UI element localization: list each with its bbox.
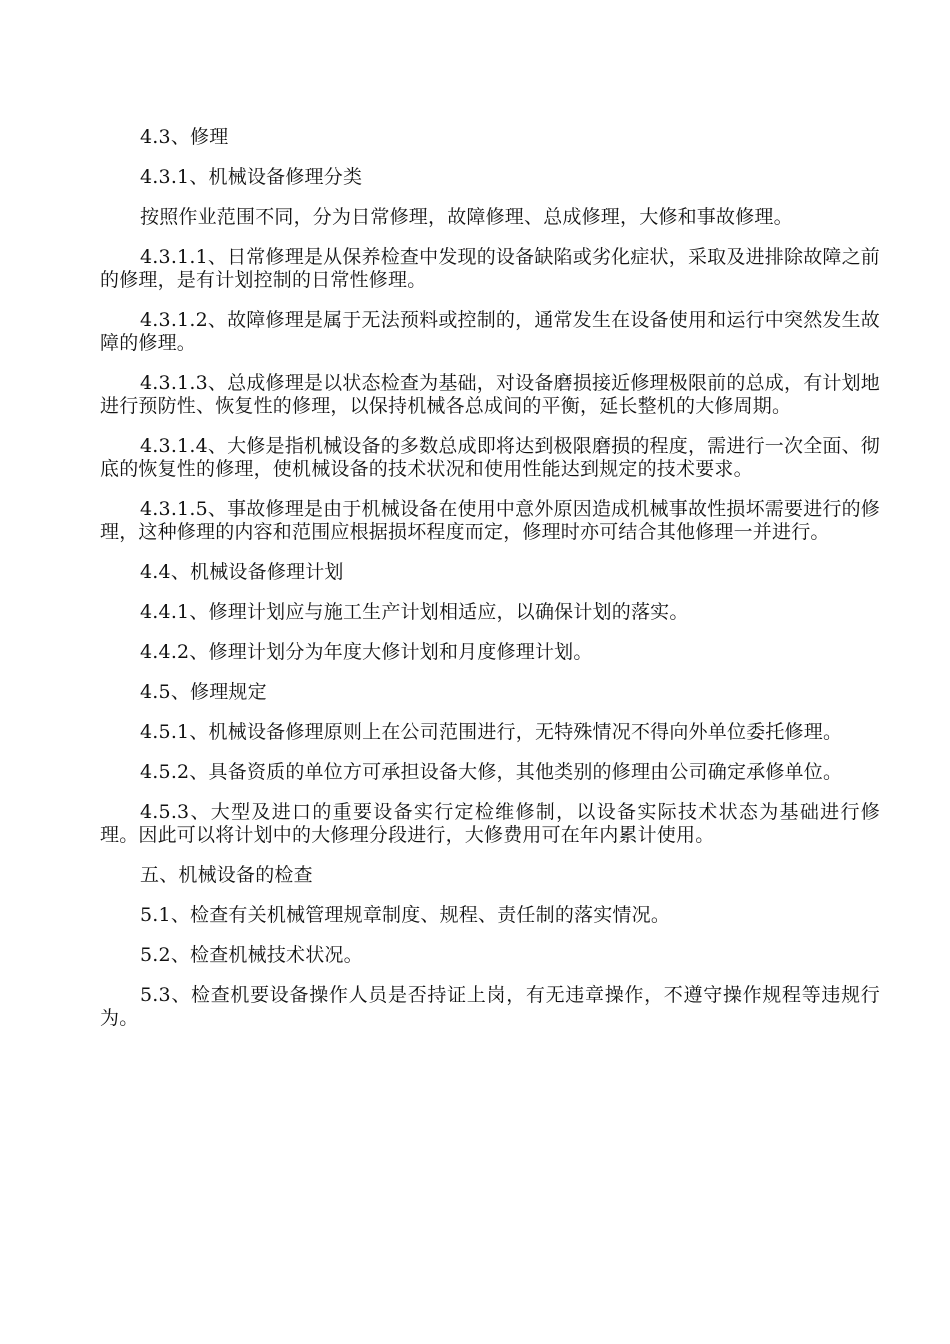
section-heading-4-4: 4.4、机械设备修理计划: [140, 561, 344, 583]
chapter-heading-5: 五、机械设备的检查: [140, 864, 313, 886]
paragraph-4-3-1-5: 4.3.1.5、事故修理是由于机械设备在使用中意外原因造成机械事故性损坏需要进行的修理，这种修理的内容和范围应根据损坏程度而定，修理时亦可结合其他修理一并进行。: [100, 498, 880, 543]
paragraph-4-3-1-1: 4.3.1.1、日常修理是从保养检查中发现的设备缺陷或劣化症状，采取及进排除故障之前的修理，是有计划控制的日常性修理。: [100, 246, 880, 291]
paragraph-4-4-2: 4.4.2、修理计划分为年度大修计划和月度修理计划。: [140, 641, 593, 663]
paragraph-4-3-1-4: 4.3.1.4、大修是指机械设备的多数总成即将达到极限磨损的程度，需进行一次全面、彻底的恢复性的修理，使机械设备的技术状况和使用性能达到规定的技术要求。: [100, 435, 880, 480]
paragraph-4-4-1: 4.4.1、修理计划应与施工生产计划相适应，以确保计划的落实。: [140, 601, 689, 623]
paragraph-4-5-2: 4.5.2、具备资质的单位方可承担设备大修，其他类别的修理由公司确定承修单位。: [140, 761, 843, 783]
paragraph-repair-types: 按照作业范围不同，分为日常修理，故障修理、总成修理，大修和事故修理。: [140, 206, 793, 228]
paragraph-5-2: 5.2、检查机械技术状况。: [140, 944, 363, 966]
subsection-heading-4-3-1: 4.3.1、机械设备修理分类: [140, 166, 363, 188]
document-body: [100, 126, 880, 1047]
paragraph-4-3-1-2: 4.3.1.2、故障修理是属于无法预料或控制的，通常发生在设备使用和运行中突然发生故障的修理。: [100, 309, 880, 354]
section-heading-4-3: 4.3、修理: [140, 126, 229, 148]
paragraph-5-3: 5.3、检查机要设备操作人员是否持证上岗，有无违章操作，不遵守操作规程等违规行为。: [100, 984, 880, 1029]
paragraph-4-5-3: 4.5.3、大型及进口的重要设备实行定检维修制，以设备实际技术状态为基础进行修理。因此可以将计划中的大修理分段进行，大修费用可在年内累计使用。: [100, 801, 880, 846]
paragraph-5-1: 5.1、检查有关机械管理规章制度、规程、责任制的落实情况。: [140, 904, 671, 926]
section-heading-4-5: 4.5、修理规定: [140, 681, 267, 703]
paragraph-4-3-1-3: 4.3.1.3、总成修理是以状态检查为基础，对设备磨损接近修理极限前的总成，有计划地进行预防性、恢复性的修理，以保持机械各总成间的平衡，延长整机的大修周期。: [100, 372, 880, 417]
paragraph-4-5-1: 4.5.1、机械设备修理原则上在公司范围进行，无特殊情况不得向外单位委托修理。: [140, 721, 843, 743]
